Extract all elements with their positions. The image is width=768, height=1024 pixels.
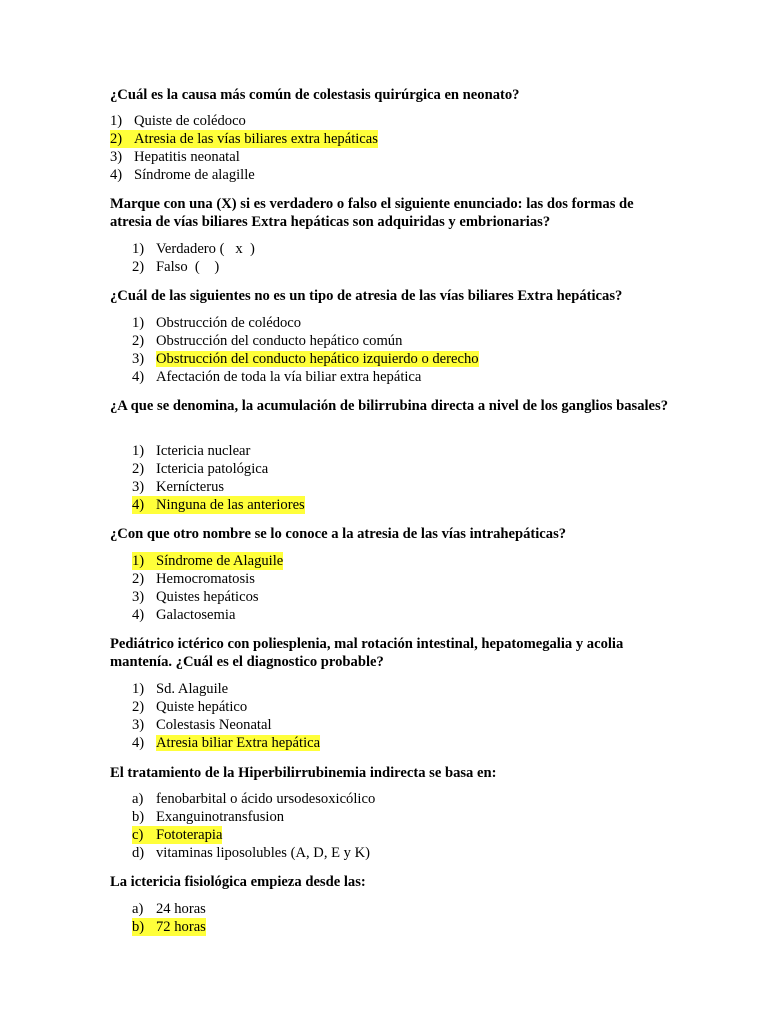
option-text: Obstrucción del conducto hepático común [156, 333, 403, 349]
option-text: Ictericia nuclear [156, 443, 251, 459]
option-marker: a) [132, 901, 144, 917]
option-text: Ictericia patológica [156, 461, 269, 477]
option-marker: 4) [110, 167, 123, 183]
question-5-option-2 [132, 570, 255, 588]
question-8-option-b-highlighted [132, 918, 206, 936]
option-marker: a) [132, 791, 144, 807]
question-3-option-1 [132, 314, 301, 332]
question-6-option-3 [132, 716, 272, 734]
question-8-text: La ictericia fisiológica empieza desde las: [110, 874, 366, 890]
option-text: 24 horas [156, 901, 206, 917]
option-text: Quiste hepático [156, 699, 248, 715]
question-4-text: ¿A que se denomina, la acumulación de bilirrubina directa a nivel de los ganglios basales? [110, 398, 669, 414]
option-text: Verdadero ( x ) [156, 241, 255, 257]
option-marker: b) [132, 919, 145, 935]
option-text: Síndrome de alagille [134, 167, 255, 183]
question-7-text: El tratamiento de la Hiperbilirrubinemia indirecta se basa en: [110, 765, 497, 781]
question-7-option-d [132, 844, 370, 862]
question-4-option-1 [132, 442, 250, 460]
option-text: Obstrucción de colédoco [156, 315, 302, 331]
question-1-option-2-highlighted [110, 130, 378, 148]
option-text: fenobarbital o ácido ursodesoxicólico [156, 791, 376, 807]
option-text: Afectación de toda la vía biliar extra hepática [156, 369, 422, 385]
question-6-option-2 [132, 698, 247, 716]
option-text: Galactosemia [156, 607, 236, 623]
option-marker: 4) [132, 497, 145, 513]
option-marker: 1) [132, 443, 145, 459]
question-6-option-4-highlighted [132, 734, 320, 752]
question-1-text: ¿Cuál es la causa más común de colestasis quirúrgica en neonato? [110, 87, 520, 103]
option-text: Quistes hepáticos [156, 589, 259, 605]
question-2-option-1 [132, 240, 255, 258]
question-2-text: Marque con una (X) si es verdadero o falso el siguiente enunciado: las dos formas de atresia de vías biliares Extra hepáticas son adquiridas y embrionarias? [110, 196, 634, 230]
option-marker: 1) [132, 553, 145, 569]
option-marker: 2) [132, 259, 145, 275]
question-4-option-3 [132, 478, 224, 496]
option-text: Falso ( ) [156, 259, 220, 275]
question-6-option-1 [132, 680, 228, 698]
option-marker: 1) [110, 113, 123, 129]
option-marker: 4) [132, 735, 145, 751]
option-marker: 2) [132, 571, 145, 587]
option-text: Atresia biliar Extra hepática [156, 735, 321, 751]
option-marker: 3) [110, 149, 123, 165]
option-text: Colestasis Neonatal [156, 717, 272, 733]
option-marker: 2) [110, 131, 123, 147]
option-text: Quiste de colédoco [134, 113, 246, 129]
option-text: Atresia de las vías biliares extra hepáticas [134, 131, 378, 147]
option-marker: 1) [132, 681, 145, 697]
option-text: Hemocromatosis [156, 571, 255, 587]
question-6-text: Pediátrico ictérico con poliesplenia, mal rotación intestinal, hepatomegalia y acolia mantenía. ¿Cuál es el diagnostico probable? [110, 636, 624, 670]
question-3-text: ¿Cuál de las siguientes no es un tipo de atresia de las vías biliares Extra hepáticas? [110, 288, 623, 304]
option-marker: d) [132, 845, 145, 861]
option-text: Ninguna de las anteriores [156, 497, 305, 513]
question-4-option-4-highlighted [132, 496, 305, 514]
question-4-option-2 [132, 460, 268, 478]
option-marker: c) [132, 827, 144, 843]
question-1-option-4 [110, 166, 255, 184]
option-marker: 2) [132, 461, 145, 477]
question-5-option-1-highlighted [132, 552, 283, 570]
option-marker: 2) [132, 333, 145, 349]
option-marker: 4) [132, 369, 145, 385]
option-marker: 3) [132, 351, 145, 367]
option-text: Fototerapia [156, 827, 223, 843]
question-5-option-3 [132, 588, 259, 606]
option-marker: 2) [132, 699, 145, 715]
option-text: Síndrome de Alaguile [156, 553, 284, 569]
question-7-option-b [132, 808, 284, 826]
option-marker: 3) [132, 589, 145, 605]
option-marker: 1) [132, 241, 145, 257]
question-7-option-c-highlighted [132, 826, 222, 844]
option-text: Hepatitis neonatal [134, 149, 240, 165]
option-text: Exanguinotransfusion [156, 809, 285, 825]
option-text: Obstrucción del conducto hepático izquierdo o derecho [156, 351, 479, 367]
option-marker: 3) [132, 717, 145, 733]
question-2-option-2 [132, 258, 219, 276]
question-5-text: ¿Con que otro nombre se lo conoce a la atresia de las vías intrahepáticas? [110, 526, 567, 542]
option-marker: b) [132, 809, 145, 825]
option-text: 72 horas [156, 919, 206, 935]
option-text: Kernícterus [156, 479, 225, 495]
question-1-option-1 [110, 112, 246, 130]
question-8-option-a [132, 900, 206, 918]
question-7-option-a [132, 790, 375, 808]
question-1-option-3 [110, 148, 240, 166]
option-text: Sd. Alaguile [156, 681, 229, 697]
option-marker: 3) [132, 479, 145, 495]
question-5-option-4 [132, 606, 235, 624]
option-text: vitaminas liposolubles (A, D, E y K) [156, 845, 371, 861]
option-marker: 4) [132, 607, 145, 623]
question-3-option-4 [132, 368, 421, 386]
question-3-option-3-highlighted [132, 350, 479, 368]
question-3-option-2 [132, 332, 402, 350]
option-marker: 1) [132, 315, 145, 331]
